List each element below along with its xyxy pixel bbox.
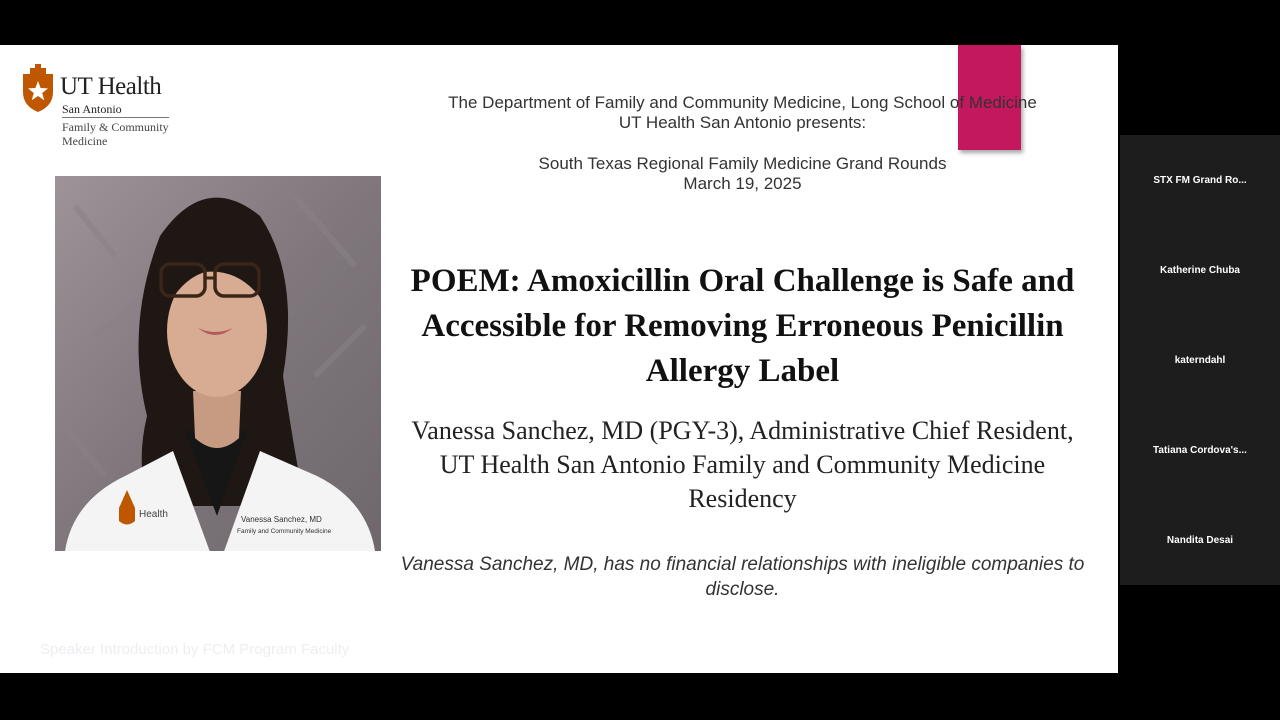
logo-city-text: San Antonio (62, 102, 122, 116)
participant-tile[interactable] (1120, 135, 1280, 225)
event-name: South Texas Regional Family Medicine Grand Rounds (538, 154, 947, 173)
logo-divider (62, 117, 169, 118)
logo-brand-text: UT Health (60, 73, 162, 100)
participant-tile[interactable] (1120, 315, 1280, 405)
presentation-slide (0, 45, 1118, 673)
footer-note: Speaker Introduction by FCM Program Faculty (40, 641, 350, 658)
participant-name: Nandita Desai (1166, 534, 1234, 546)
shield-star-icon (20, 62, 56, 114)
participants-panel (1120, 135, 1280, 585)
event-date: March 19, 2025 (683, 174, 802, 193)
disclosure-statement: Vanessa Sanchez, MD, has no financial relationships with ineligible companies to disclose. (400, 554, 1085, 600)
coat-name-text: Vanessa Sanchez, MD (241, 515, 322, 524)
participant-name: Tatiana Cordova's... (1153, 444, 1247, 456)
participant-tile[interactable] (1120, 405, 1280, 495)
logo-department-line2: Medicine (62, 134, 108, 148)
logo-department-line1: Family & Community (62, 120, 169, 134)
talk-title: POEM: Amoxicillin Oral Challenge is Safe and Accessible for Removing Erroneous Penicillin Allergy Label (410, 263, 1075, 389)
participant-tile[interactable] (1120, 225, 1280, 315)
ut-health-logo (20, 62, 180, 152)
presenter-line-1: The Department of Family and Community Medicine, Long School of Medicine (448, 93, 1037, 112)
participant-name: Katherine Chuba (1159, 264, 1240, 276)
presenter-line-2: UT Health San Antonio presents: (618, 113, 867, 132)
speaker-photo (55, 176, 381, 551)
participant-name: STX FM Grand Ro... (1153, 174, 1247, 186)
speaker-credentials: Vanessa Sanchez, MD (PGY-3), Administrative Chief Resident, UT Health San Antonio Family and Community Medicine Residency (411, 416, 1074, 513)
coat-department-text: Family and Community Medicine (237, 528, 332, 535)
participant-tile[interactable] (1120, 495, 1280, 585)
participant-name: katerndahl (1174, 354, 1226, 366)
coat-logo-text: Health (139, 509, 168, 520)
